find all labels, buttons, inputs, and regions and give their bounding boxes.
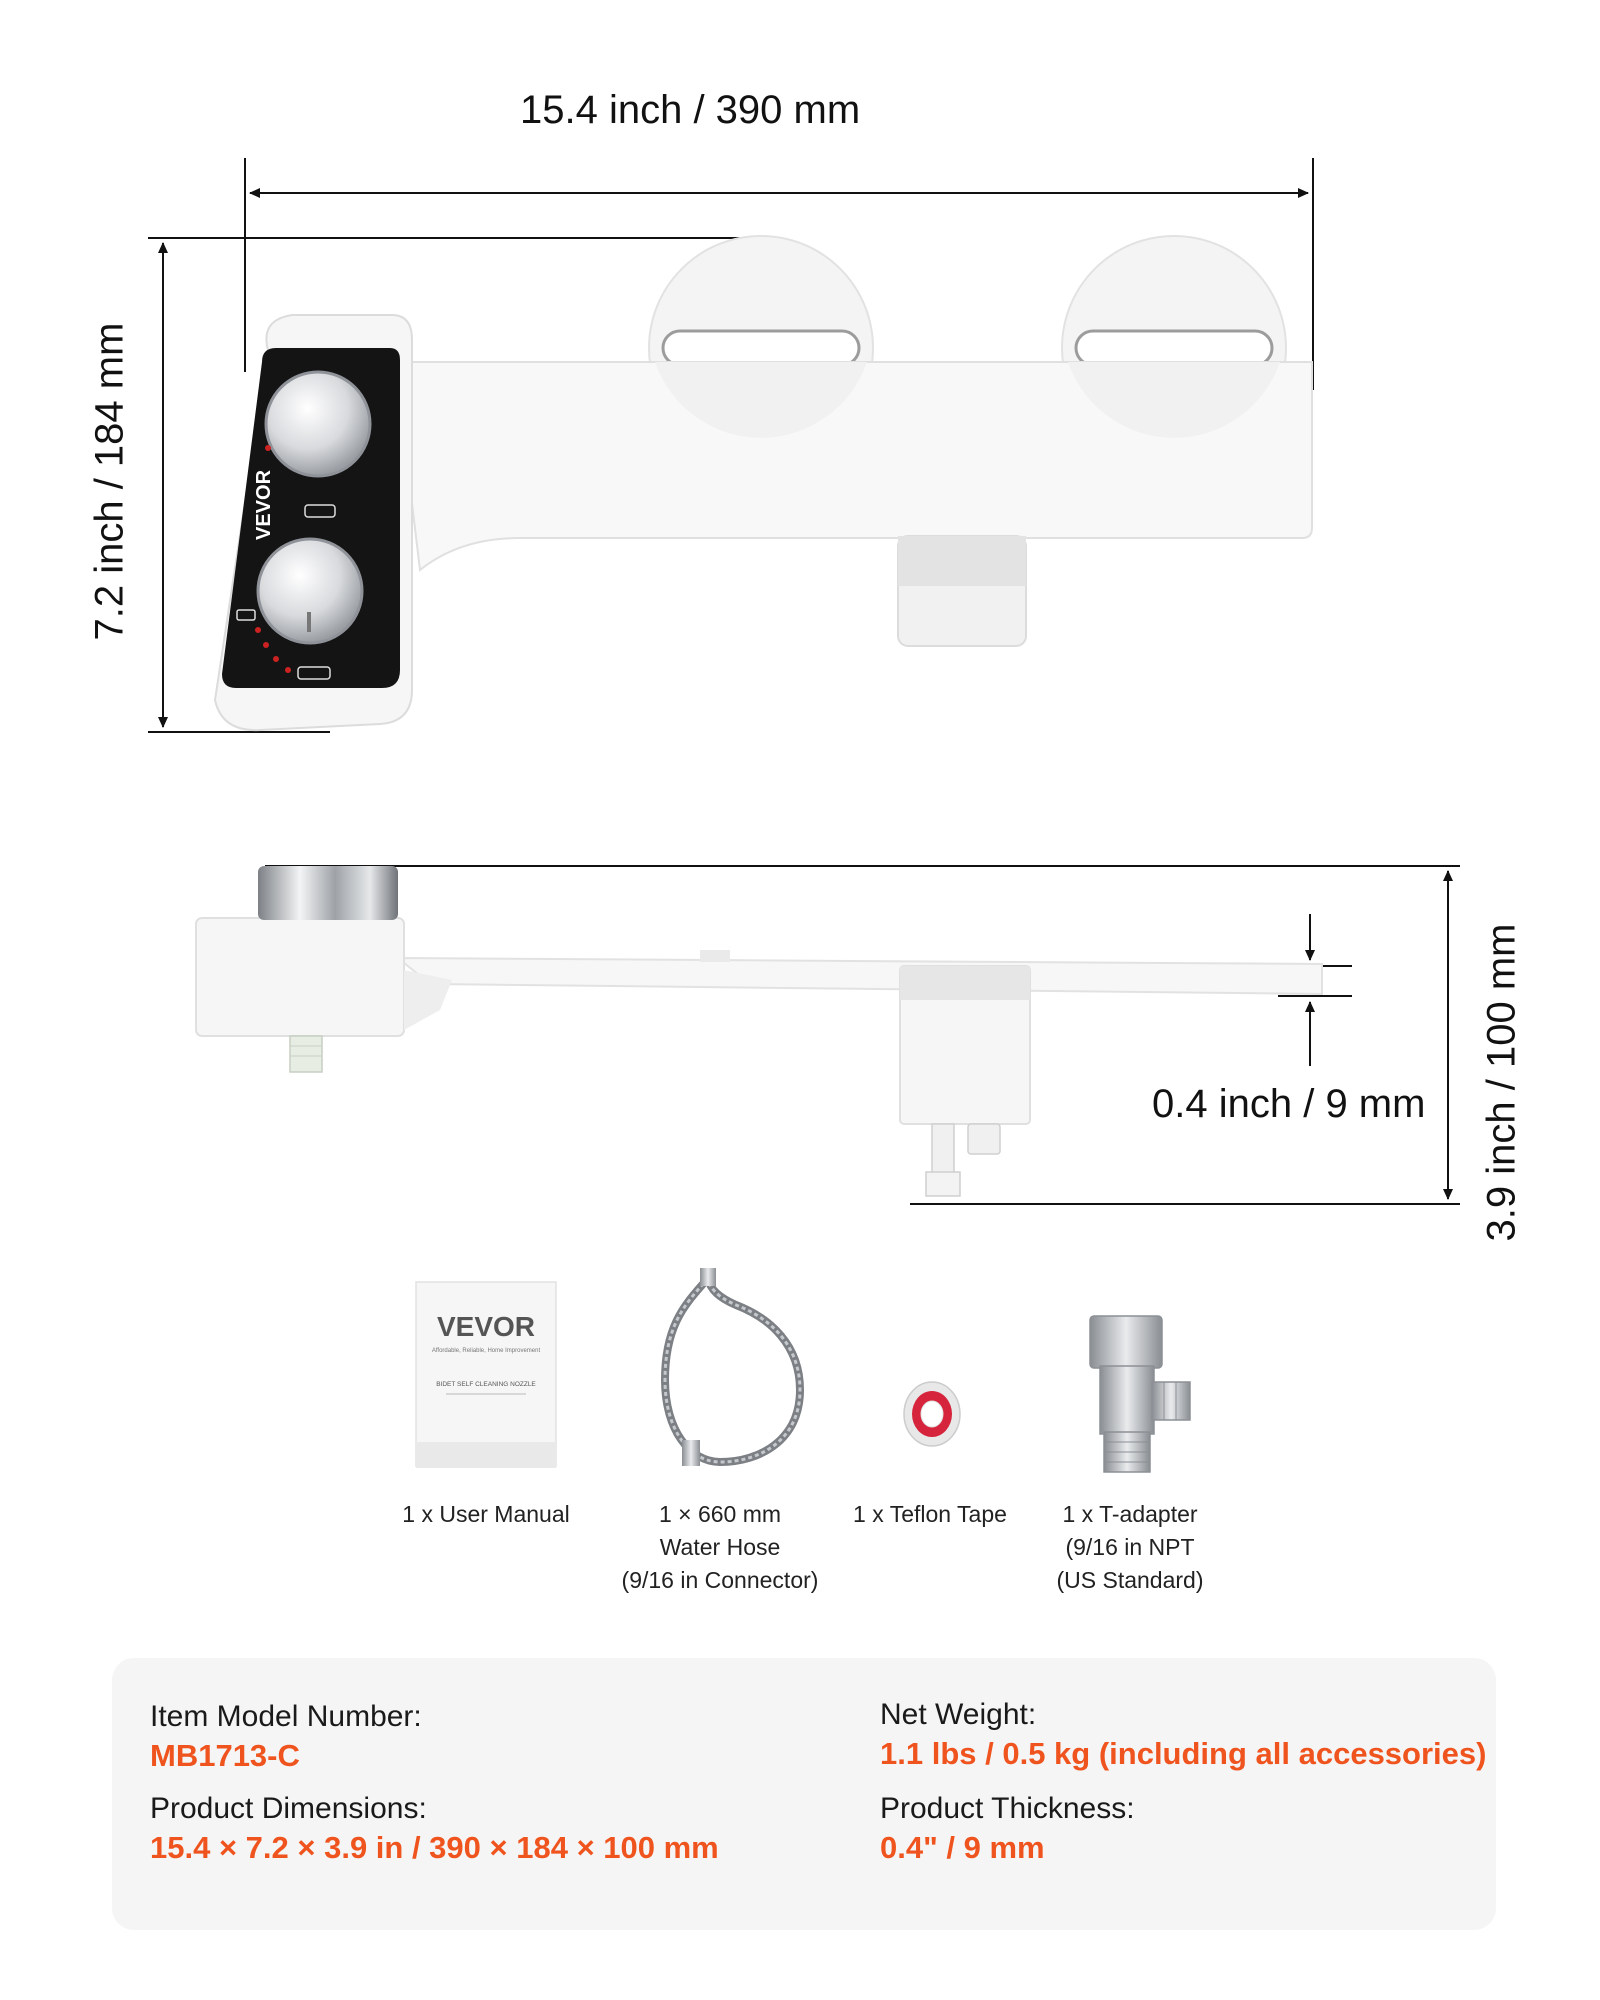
accessory-label-teflon-tape <box>830 1498 1030 1531</box>
bidet-side-view <box>196 866 1322 1196</box>
manual-tagline: Affordable, Reliable, Home Improvement <box>431 1348 541 1354</box>
product-thickness-label: Product Thickness: <box>880 1792 1135 1825</box>
accessory-label-user-manual <box>386 1498 586 1531</box>
water-hose-image <box>665 1268 800 1466</box>
accessory-line: 1 x User Manual <box>402 1501 570 1527</box>
manual-brand: VEVOR <box>436 1311 536 1342</box>
product-dimensions-label: Product Dimensions: <box>150 1792 427 1825</box>
width-label: 15.4 inch / 390 mm <box>520 88 861 132</box>
net-weight-label: Net Weight: <box>880 1698 1037 1731</box>
depth-label: 3.9 inch / 100 mm <box>1479 923 1524 1242</box>
teflon-tape-image <box>904 1382 960 1446</box>
accessory-label-t-adapter <box>1030 1498 1230 1597</box>
panel-brand: VEVOR <box>253 469 275 540</box>
product-dimensions-value: 15.4 × 7.2 × 3.9 in / 390 × 184 × 100 mm <box>150 1830 719 1865</box>
model-number-label: Item Model Number: <box>150 1700 422 1733</box>
accessory-label-water-hose <box>600 1498 840 1597</box>
accessory-line: Water Hose <box>659 1534 781 1560</box>
thickness-label: 0.4 inch / 9 mm <box>1152 1082 1426 1126</box>
accessory-line: (9/16 in Connector) <box>621 1567 819 1593</box>
accessory-line: (9/16 in NPT <box>1065 1534 1195 1560</box>
product-thickness-value: 0.4" / 9 mm <box>880 1830 1045 1865</box>
depth-dimension-line <box>265 866 1460 1204</box>
bidet-top-view <box>215 236 1312 730</box>
net-weight-value: 1.1 lbs / 0.5 kg (including all accessories) <box>880 1736 1487 1771</box>
accessory-line: 1 × 660 mm <box>658 1501 782 1527</box>
accessory-line: 1 x Teflon Tape <box>853 1501 1007 1527</box>
t-adapter-image <box>1090 1316 1190 1472</box>
manual-title: BIDET SELF CLEANING NOZZLE <box>436 1381 536 1388</box>
model-number-value: MB1713-C <box>150 1738 300 1773</box>
accessory-line: 1 x T-adapter <box>1062 1501 1198 1527</box>
user-manual-image <box>416 1282 556 1468</box>
accessory-line: (US Standard) <box>1056 1567 1204 1593</box>
height-label: 7.2 inch / 184 mm <box>87 322 132 641</box>
